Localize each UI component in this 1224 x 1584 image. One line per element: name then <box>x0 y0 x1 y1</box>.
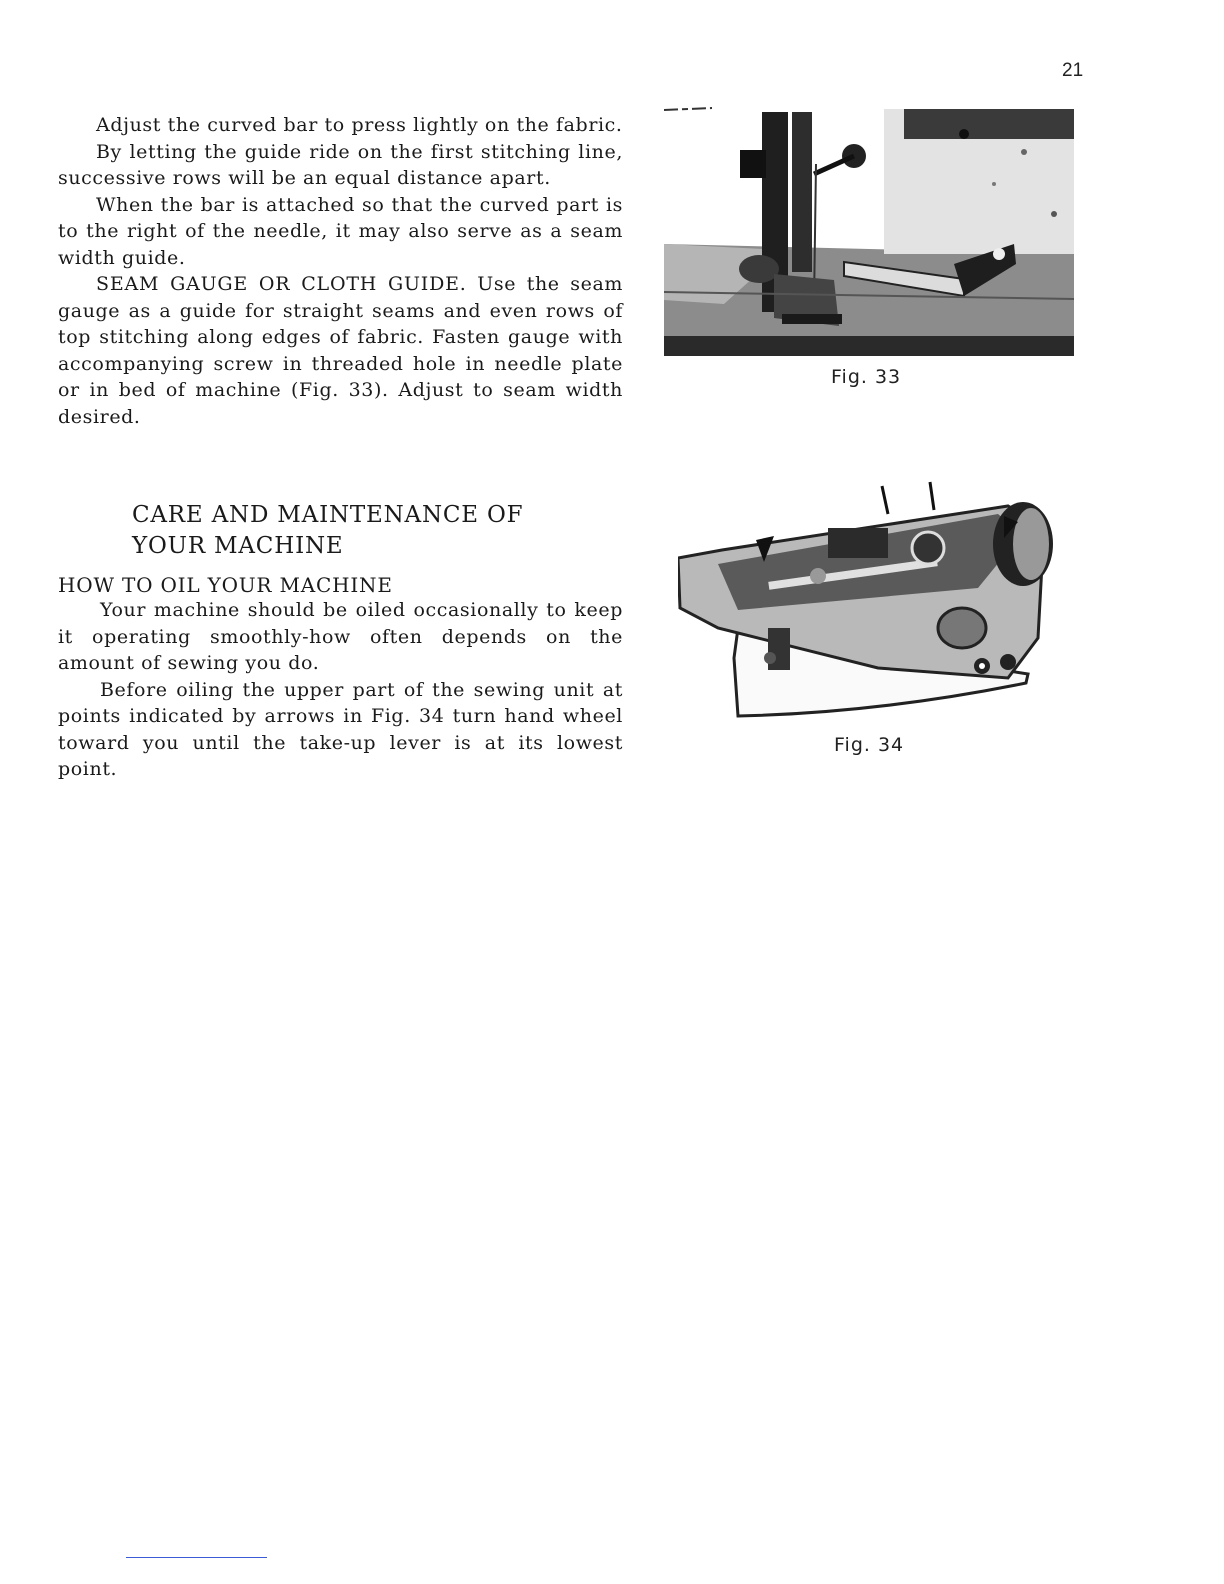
figure-34-caption: Fig. 34 <box>834 734 905 756</box>
figure-34-image <box>678 478 1062 724</box>
section-title-line-1: CARE AND MAINTENANCE OF <box>132 502 524 528</box>
paragraph-before-oiling: Before oiling the upper part of the sewing unit at points indicated by arrows in Fig. 34 turn hand wheel toward you until the take-up lever is at its lowest point. <box>58 678 623 780</box>
paragraph-guide-ride: By letting the guide ride on the first stitching line, successive rows will be an equal distance apart. <box>58 140 623 189</box>
seam-gauge-body: gauge as a guide for straight seams and even rows of top stitching along edges of fabric. Fasten gauge with accompanying screw in threaded hole in needle plate or in bed of machine (Fig. 33). Adjust to seam width desired. <box>58 299 623 428</box>
seam-gauge-heading: SEAM GAUGE OR CLOTH GUIDE. <box>96 273 467 295</box>
page-number: 21 <box>1062 60 1084 81</box>
paragraph-bar-attached: When the bar is attached so that the curved part is to the right of the needle, it may also serve as a seam width guide. <box>58 193 623 269</box>
paragraph-oil-frequency: Your machine should be oiled occasionally to keep it operating smoothly-how often depends on the amount of sewing you do. <box>58 599 623 674</box>
top-text-column <box>58 112 623 430</box>
footer-rule <box>126 1557 267 1558</box>
paragraph-adjust-bar: Adjust the curved bar to press lightly on the fabric. <box>96 114 623 136</box>
section-title <box>132 500 592 562</box>
figure-33-image <box>664 104 1074 356</box>
figure-33-caption: Fig. 33 <box>831 366 902 388</box>
section-title-line-2: YOUR MACHINE <box>132 533 344 559</box>
paragraph-seam-gauge <box>58 271 623 430</box>
oil-text-column <box>58 597 623 783</box>
subheading-oil: HOW TO OIL YOUR MACHINE <box>58 573 393 597</box>
seam-gauge-lead: Use the seam <box>477 273 624 295</box>
